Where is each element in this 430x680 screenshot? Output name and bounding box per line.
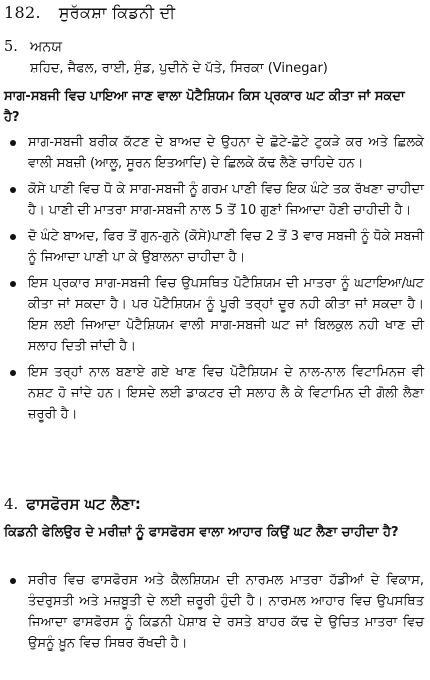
- potassium-bullet-list: [4, 132, 424, 430]
- bullet-icon: [10, 234, 16, 240]
- list-item: ਦੋ ਘੰਟੇ ਬਾਅਦ, ਫਿਰ ਤੋਂ ਗੁਨ-ਗੁਨੇ (ਕੋਸੇ)ਪਾਣੀ ਵਿਚ 2 ਤੋਂ 3 ਵਾਰ ਸਬਜੀ ਨੂੰ ਧੋਕੇ ਸਬਜੀ ਨੂੰ ਜਿਆਦਾ ਪਾਣੀ ਪਾ ਕੇ ਉਬਾਲਨਾ ਚਾਹੀਦਾ ਹੈ।: [4, 226, 424, 268]
- section-5-heading: [4, 39, 62, 55]
- section-4-heading: [4, 495, 141, 513]
- list-item: ਸਾਗ-ਸਬਜੀ ਬਰੀਕ ਕੱਟਣ ਦੇ ਬਾਅਦ ਦੇ ਉਹਨਾ ਦੇ ਛੋਟੇ-ਛੋਟੇ ਟੁਕੜੇ ਕਰ ਅਤੇ ਛਿਲਕੇ ਵਾਲੀ ਸਬਜ਼ੀ (ਆਲੂ, ਸੂਰਨ ਇਤਆਦਿ) ਦੇ ਛਿਲਕੇ ਕੱਢ ਲੈਣੇ ਚਾਹਿਦੇ ਹਨ।: [4, 132, 424, 174]
- bullet-icon: [10, 187, 16, 193]
- section-5-number: 5.: [4, 39, 18, 55]
- list-item: ਸਰੀਰ ਵਿਚ ਫਾਸਫੋਰਸ ਅਤੇ ਕੈਲਸ਼ਿਯਮ ਦੀ ਨਾਰਮਲ ਮਾਤਰਾ ਹੱਡੀਆਂ ਦੇ ਵਿਕਾਸ, ਤੰਦਰੁਸਤੀ ਅਤੇ ਮਜ਼ਬੂਤੀ ਦੇ ਲਈ ਜ਼ਰੂਰੀ ਹੁੰਦੀ ਹੈ। ਨਾਰਮਲ ਆਹਾਰ ਵਿਚ ਉਪਸਥਿਤ ਜਿਆਦਾ ਫਾਸਫੋਰਸ ਨੂੰ ਕਿਡਨੀ ਪੇਸ਼ਾਬ ਦੇ ਰਸਤੇ ਬਾਹਰ ਕੱਢ ਦੇ ਉਚਿਤ ਮਾਤਰਾ ਵਿਚ ਉਸਨੂੰ ਖ਼ੂਨ ਵਿਚ ਸਿਥਰ ਰੱਖਦੀ ਹੈ।: [4, 570, 424, 654]
- list-item: ਕੋਸੇ ਪਾਣੀ ਵਿਚ ਧੋ ਕੇ ਸਾਗ-ਸਬਜੀ ਨੂੰ ਗਰਮ ਪਾਣੀ ਵਿਚ ਇਕ ਘੰਟੇ ਤਕ ਰੱਖਣਾ ਚਾਹੀਦਾ ਹੈ। ਪਾਣੀ ਦੀ ਮਾਤਰਾ ਸਾਗ-ਸਬਜੀ ਨਾਲ 5 ਤੋਂ 10 ਗੁਣਾਂ ਜਿਆਦਾ ਹੋਣੀ ਚਾਹੀਦੀ ਹੈ।: [4, 179, 424, 221]
- page-header: [4, 3, 175, 23]
- bullet-icon: [10, 578, 16, 584]
- question-phosphorus: ਕਿਡਨੀ ਫੇਲਿਉਰ ਦੇ ਮਰੀਜ਼ਾਂ ਨੂੰ ਫਾਸਫੋਰਸ ਵਾਲਾ ਆਹਾਰ ਕਿਉਂ ਘਟ ਲੈਣਾ ਚਾਹੀਦਾ ਹੈ?: [4, 525, 399, 540]
- question-potassium: ਸਾਗ-ਸਬਜੀ ਵਿਚ ਪਾਇਆ ਜਾਣ ਵਾਲਾ ਪੋਟੈਸ਼ਿਯਮ ਕਿਸ ਪ੍ਰਕਾਰ ਘਟ ਕੀਤਾ ਜਾਂ ਸਕਦਾ ਹੈ?: [4, 89, 405, 125]
- bullet-icon: [10, 140, 16, 146]
- list-item: ਇਸ ਪ੍ਰਕਾਰ ਸਾਗ-ਸਬਜੀ ਵਿਚ ਉਪਸਥਿਤ ਪੋਟੈਸ਼ਿਯਮ ਦੀ ਮਾਤਰਾ ਨੂੰ ਘਟਾਇਆ/ਘਟ ਕੀਤਾ ਜਾਂ ਸਕਦਾ ਹੈ। ਪਰ ਪੋਟੈਸ਼ਿਯਮ ਨੂੰ ਪੂਰੀ ਤਰ੍ਹਾਂ ਦੂਰ ਨਹੀ ਕੀਤਾ ਜਾਂ ਸਕਦਾ ਹੈ।ਇਸ ਲਈ ਜਿਆਦਾ ਪੋਟੈਸ਼ਿਯਮ ਵਾਲੀ ਸਾਗ-ਸਬਜੀ ਘਟ ਜਾਂ ਬਿਲਕੁਲ ਨਹੀ ਖਾਣ ਦੀ ਸਲਾਹ ਦਿਤੀ ਜਾਂਦੀ ਹੈ।: [4, 273, 424, 357]
- bullet-icon: [10, 370, 16, 376]
- list-item: ਇਸ ਤਰ੍ਹਾਂ ਨਾਲ ਬਣਾਏ ਗਏ ਖਾਣ ਵਿਚ ਪੋਟੈਸ਼ਿਯਮ ਦੇ ਨਾਲ-ਨਾਲ ਵਿਟਾਮਿਨਜ ਵੀ ਨਸ਼ਟ ਹੋ ਜਾਂਦੇ ਹਨ। ਇਸਦੇ ਲਈ ਡਾਕਟਰ ਦੀ ਸਲਾਹ ਲੈ ਕੇ ਵਿਟਾਮਿਨ ਦੀ ਗੋਲੀ ਲੈਣਾ ਜ਼ਰੂਰੀ ਹੈ।: [4, 362, 424, 425]
- page-number: 182.: [4, 3, 41, 22]
- intro-line: ਸ਼ਹਿਦ, ਜੈਫਲ, ਰਾਈ, ਸੁੰਡ, ਪੁਦੀਨੇ ਦੇ ਪੱਤੇ, ਸਿਰਕਾ (Vinegar): [30, 61, 328, 76]
- phosphorus-bullet-list: [4, 570, 424, 659]
- bullet-icon: [10, 281, 16, 287]
- section-5-title: ਅਨਯ: [29, 39, 63, 55]
- section-4-number: 4.: [4, 495, 19, 513]
- chapter-title: ਸੁਰੱਕਸ਼ਾ ਕਿਡਨੀ ਦੀ: [58, 3, 176, 22]
- section-4-title: ਫਾਸਫੋਰਸ ਘਟ ਲੈਣਾ:: [26, 495, 141, 513]
